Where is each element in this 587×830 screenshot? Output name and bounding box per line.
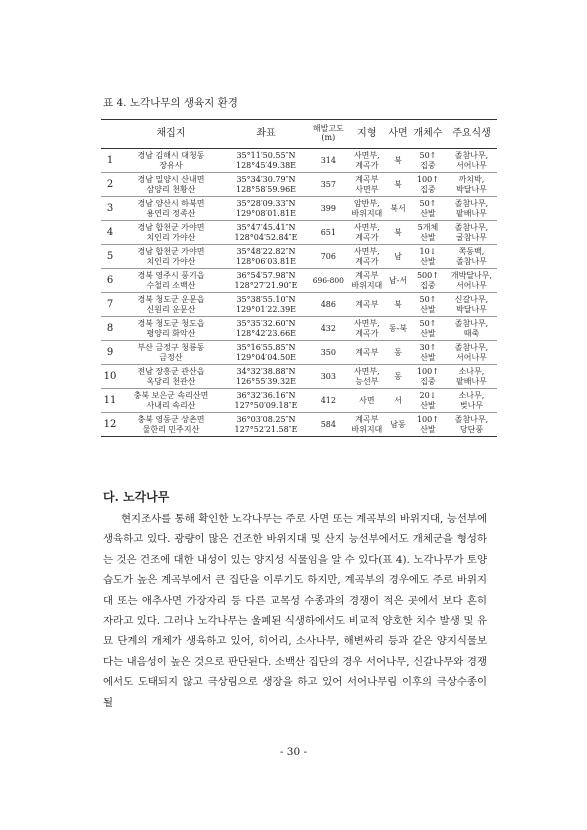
cell-count [410, 269, 446, 293]
cell-no: 7 [106, 298, 114, 310]
cell-altitude: 357 [320, 179, 336, 189]
cell-count-line: 50↑ [419, 150, 437, 160]
cell-site-line: 경북 청도군 운문읍 [137, 294, 205, 304]
cell-coord [223, 173, 309, 197]
cell-count-line: 산발 [420, 304, 436, 314]
header-count: 개체수 [413, 128, 443, 139]
cell-altitude: 432 [320, 323, 336, 333]
table-caption: 표 4. 노각나무의 생육지 환경 [103, 97, 238, 109]
cell-no: 3 [106, 202, 114, 214]
cell-count-line: 산발 [420, 352, 436, 362]
cell-count-line: 50↑ [419, 198, 437, 208]
cell-vegetation [446, 317, 497, 341]
cell-site-line: 경남 합천군 가야면 [137, 246, 205, 256]
cell-vegetation-line: 서어나무 [455, 280, 487, 290]
cell-coord [223, 269, 309, 293]
cell-terrain [348, 269, 386, 293]
header-coord: 좌표 [256, 128, 276, 139]
cell-vegetation-line: 팥배나무 [455, 208, 487, 218]
header-terrain: 지형 [357, 128, 377, 139]
cell-altitude: 584 [320, 419, 336, 429]
cell-no: 2 [106, 178, 114, 190]
cell-count-line: 집중 [420, 160, 436, 170]
cell-site-line: 경남 합천군 가야면 [137, 222, 205, 232]
cell-vegetation [446, 293, 497, 317]
cell-vegetation [446, 173, 497, 197]
cell-vegetation [446, 269, 497, 293]
cell-terrain [348, 413, 386, 437]
cell-terrain-line: 계곡가 [355, 256, 379, 266]
cell-aspect: 북 [394, 299, 402, 309]
cell-site-line: 경남 밀양시 산내면 [137, 174, 205, 184]
cell-no: 11 [103, 394, 117, 406]
cell-coord-line: 128°27′21.90″E [234, 280, 298, 290]
cell-count [410, 149, 446, 173]
cell-coord-line: 35°35′32.60″N [236, 318, 296, 328]
cell-aspect: 북 [394, 179, 402, 189]
cell-site [119, 293, 223, 317]
cell-vegetation-line: 굴참나무 [455, 232, 487, 242]
cell-terrain-line: 계곡가 [355, 232, 379, 242]
cell-vegetation [446, 245, 497, 269]
cell-terrain-line: 계곡가 [355, 160, 379, 170]
cell-count-line: 100↑ [416, 174, 439, 184]
cell-aspect: 남-서 [388, 275, 408, 285]
cell-altitude: 696-800 [312, 276, 344, 285]
cell-coord-line: 35°16′55.85″N [236, 342, 296, 352]
cell-terrain-line: 사면부, [353, 246, 380, 256]
cell-vegetation-line: 졸참나무, [454, 150, 489, 160]
cell-coord-line: 129°08′01.81E [235, 208, 296, 218]
cell-no: 12 [103, 418, 117, 430]
cell-vegetation-line: 졸참나무, [454, 222, 489, 232]
cell-site [119, 269, 223, 293]
cell-vegetation-line: 졸참나무 [455, 256, 487, 266]
cell-altitude: 651 [320, 227, 336, 237]
cell-count-line: 100↑ [416, 414, 439, 424]
table-row [101, 389, 497, 413]
cell-terrain [348, 149, 386, 173]
table-row [101, 149, 497, 173]
cell-vegetation-line: 까치박, [458, 174, 485, 184]
table-row [101, 197, 497, 221]
cell-count-line: 100↑ [416, 366, 439, 376]
cell-site-line: 치인리 가야산 [146, 256, 196, 266]
cell-terrain-line: 사면부 [355, 184, 379, 194]
header-no [101, 120, 119, 149]
table-row [101, 317, 497, 341]
cell-coord [223, 317, 309, 341]
cell-site-line: 전남 장흥군 관산읍 [137, 366, 205, 376]
cell-coord [223, 365, 309, 389]
table-row [101, 365, 497, 389]
cell-coord-line: 35°47′45.41″N [236, 222, 296, 232]
cell-vegetation-line: 서어나무 [455, 352, 487, 362]
cell-vegetation [446, 221, 497, 245]
cell-coord [223, 389, 309, 413]
cell-count [410, 413, 446, 437]
cell-terrain [348, 365, 386, 389]
cell-coord [223, 245, 309, 269]
cell-vegetation-line: 소나무, [458, 366, 485, 376]
cell-vegetation-line: 쪽동백, [458, 246, 485, 256]
cell-coord-line: 35°11′50.55″N [236, 150, 296, 160]
cell-count-line: 산발 [420, 328, 436, 338]
cell-terrain [348, 221, 386, 245]
cell-vegetation-line: 박달나무 [455, 304, 487, 314]
cell-site-line: 경북 청도군 청도읍 [137, 318, 205, 328]
cell-site-line: 경남 김해시 대청동 [137, 150, 205, 160]
cell-vegetation-line: 서어나무 [455, 160, 487, 170]
cell-terrain-line: 사면부, [353, 150, 380, 160]
cell-coord [223, 413, 309, 437]
cell-terrain-line: 계곡부 [355, 414, 379, 424]
cell-coord-line: 128°04′52.84″E [234, 232, 298, 242]
cell-vegetation-line: 팥배나무 [455, 376, 487, 386]
cell-count-line: 5개체 [417, 222, 439, 232]
table-row [101, 413, 497, 437]
cell-coord-line: 129°01′22.39E [235, 304, 296, 314]
cell-terrain [348, 317, 386, 341]
cell-count [410, 221, 446, 245]
cell-vegetation [446, 341, 497, 365]
cell-terrain-line: 능선부 [355, 376, 379, 386]
cell-count-line: 500↑ [416, 270, 439, 280]
cell-vegetation-line: 졸참나무, [454, 414, 489, 424]
cell-vegetation-line: 당단풍 [459, 424, 484, 434]
cell-site-line: 장유사 [159, 160, 183, 170]
cell-aspect: 남동 [390, 419, 406, 429]
cell-count-line: 10↓ [419, 246, 437, 256]
cell-site [119, 197, 223, 221]
cell-coord-line: 128°06′03.81E [235, 256, 296, 266]
cell-terrain [348, 197, 386, 221]
cell-count-line: 50↑ [419, 318, 437, 328]
cell-count [410, 293, 446, 317]
cell-site-line: 충북 영동군 상촌면 [137, 414, 205, 424]
cell-coord-line: 35°48′22.82″N [236, 246, 296, 256]
cell-coord [223, 293, 309, 317]
cell-vegetation [446, 365, 497, 389]
cell-site [119, 341, 223, 365]
cell-terrain-line: 계곡가 [355, 328, 379, 338]
cell-terrain [348, 293, 386, 317]
cell-count-line: 산발 [420, 208, 436, 218]
cell-terrain-line: 바위지대 [351, 424, 383, 434]
table-row [101, 221, 497, 245]
page-number: - 30 - [279, 746, 308, 758]
cell-no: 9 [106, 346, 114, 358]
cell-terrain [348, 389, 386, 413]
cell-terrain-line: 사면 [359, 395, 375, 405]
cell-vegetation [446, 413, 497, 437]
cell-count [410, 389, 446, 413]
cell-coord-line: 129°04′04.50E [235, 352, 296, 362]
header-aspect: 사면 [388, 128, 408, 139]
cell-terrain-line: 사면부, [353, 222, 380, 232]
body-paragraph: 현지조사를 통해 확인한 노각나무는 주로 사면 또는 계곡부의 바위지대, 능선부에 생육하고 있다. 광량이 많은 건조한 바위지대 및 산지 능선부에서도 개체군을 형성하는 것은 건조에 대한 내성이 있는 양지성 식물임을 알 수 있다(표 4). 노각나무가 토양습도가 높은 계곡부에서 큰 집단을 이루기도 하지만, 계곡부의 경우에도 주로 바위지대 또는 애추사면 가장자리 등 다른 교목성 수종과의 경쟁이 적은 곳에서 보다 흔히 자라고 있다. 그러나 노각나무는 울폐된 식생하에서도 비교적 양호한 치수 발생 및 유묘 단계의 개체가 생육하고 있어, 히어리, 소사나무, 해변싸리 등과 같은 양지식물보다는 내음성이 높은 것으로 판단된다. 소백산 집단의 경우 서어나무, 신갈나무와 경쟁에서도 도태되지 않고 극상림으로 생장을 하고 있어 서어나무림 이후의 극상수종이 될 [103, 513, 487, 709]
cell-aspect: 동 [394, 371, 402, 381]
cell-site [119, 365, 223, 389]
cell-vegetation [446, 389, 497, 413]
cell-altitude: 350 [320, 347, 336, 357]
cell-aspect: 동-북 [388, 323, 408, 333]
cell-site [119, 245, 223, 269]
header-altitude: 해발고도 (m) [312, 124, 344, 142]
section-title: 다. 노각나무 [103, 490, 170, 504]
cell-vegetation-line: 신갈나무, [454, 294, 489, 304]
cell-altitude: 303 [320, 371, 336, 381]
cell-terrain-line: 계곡부 [355, 174, 379, 184]
header-site: 채집지 [156, 128, 186, 139]
cell-site-line: 치인리 가야산 [146, 232, 196, 242]
cell-count [410, 341, 446, 365]
cell-aspect: 북서 [390, 203, 406, 213]
cell-vegetation [446, 197, 497, 221]
cell-terrain-line: 계곡부 [355, 347, 379, 357]
cell-site-line: 평양리 화악산 [146, 328, 196, 338]
cell-vegetation-line: 벚나무 [459, 400, 484, 410]
cell-site-line: 부산 금정구 청룡동 [137, 342, 205, 352]
table-row [101, 173, 497, 197]
cell-altitude: 706 [320, 251, 336, 261]
cell-site-line: 신원리 운문산 [146, 304, 196, 314]
cell-coord-line: 35°34′30.79″N [236, 174, 296, 184]
cell-aspect: 남 [394, 251, 402, 261]
cell-site-line: 경남 양산시 하북면 [137, 198, 205, 208]
cell-count-line: 산발 [420, 424, 436, 434]
cell-site-line: 경북 영주시 풍기읍 [137, 270, 205, 280]
cell-vegetation-line: 개박달나무, [450, 270, 493, 280]
cell-coord-line: 34°32′38.88″N [236, 366, 296, 376]
cell-no: 8 [106, 322, 114, 334]
habitat-table [101, 119, 497, 437]
table-header-row [101, 120, 497, 149]
cell-aspect: 북 [394, 155, 402, 165]
cell-count-line: 집중 [420, 184, 436, 194]
cell-terrain-line: 계곡부 [355, 299, 379, 309]
cell-site-line: 금정산 [159, 352, 183, 362]
cell-coord-line: 36°32′36.16″N [236, 390, 296, 400]
cell-terrain-line: 바위지대 [351, 280, 383, 290]
cell-altitude: 486 [320, 299, 336, 309]
cell-altitude: 314 [320, 155, 336, 165]
cell-no: 5 [106, 250, 114, 262]
cell-coord-line: 128°45′49.38E [235, 160, 296, 170]
cell-coord-line: 35°28′09.33″N [236, 198, 296, 208]
cell-aspect: 서 [394, 395, 402, 405]
cell-site [119, 413, 223, 437]
cell-site-line: 수철리 소백산 [146, 280, 196, 290]
cell-site [119, 389, 223, 413]
cell-site [119, 221, 223, 245]
cell-coord [223, 149, 309, 173]
cell-count [410, 365, 446, 389]
cell-terrain [348, 245, 386, 269]
cell-coord-line: 128°42′23.66E [235, 328, 296, 338]
cell-count-line: 산발 [420, 232, 436, 242]
cell-count [410, 197, 446, 221]
cell-count-line: 산발 [420, 256, 436, 266]
cell-altitude: 412 [320, 395, 336, 405]
cell-site-line: 옥당리 천관산 [146, 376, 196, 386]
cell-vegetation-line: 졸참나무, [454, 318, 489, 328]
cell-vegetation-line: 소나무, [458, 390, 485, 400]
cell-site-line: 물한리 민주지산 [142, 424, 200, 434]
cell-coord-line: 127°50′09.18″E [234, 400, 298, 410]
cell-terrain-line: 사면부, [353, 318, 380, 328]
cell-no: 4 [106, 226, 114, 238]
cell-count-line: 30↑ [419, 342, 437, 352]
cell-site-line: 사내리 속리산 [146, 400, 196, 410]
table-row [101, 293, 497, 317]
cell-no: 6 [106, 274, 114, 286]
cell-vegetation-line: 때죽 [463, 328, 480, 338]
cell-vegetation [446, 149, 497, 173]
cell-coord [223, 341, 309, 365]
cell-count [410, 173, 446, 197]
cell-no: 1 [106, 154, 114, 166]
cell-terrain-line: 바위지대 [351, 208, 383, 218]
cell-coord-line: 126°55′39.32E [235, 376, 296, 386]
cell-count-line: 집중 [420, 280, 436, 290]
cell-vegetation-line: 졸참나무, [454, 342, 489, 352]
cell-coord [223, 197, 309, 221]
table-row [101, 245, 497, 269]
cell-terrain [348, 173, 386, 197]
cell-site [119, 173, 223, 197]
cell-coord-line: 127°52′21.58″E [234, 424, 298, 434]
cell-coord-line: 36°03′08.25″N [236, 414, 296, 424]
cell-site-line: 용연리 정족산 [146, 208, 196, 218]
cell-coord [223, 221, 309, 245]
cell-altitude: 399 [320, 203, 336, 213]
cell-terrain [348, 341, 386, 365]
cell-terrain-line: 계곡부 [355, 270, 379, 280]
cell-terrain-line: 암반부, [353, 198, 380, 208]
cell-vegetation-line: 졸참나무, [454, 198, 489, 208]
cell-count [410, 245, 446, 269]
cell-count-line: 50↑ [419, 294, 437, 304]
cell-aspect: 북 [394, 227, 402, 237]
table-row [101, 341, 497, 365]
cell-site [119, 149, 223, 173]
cell-site [119, 317, 223, 341]
cell-coord-line: 128°58′59.96E [235, 184, 296, 194]
cell-count-line: 20↓ [419, 390, 437, 400]
cell-count-line: 산발 [420, 400, 436, 410]
cell-terrain-line: 사면부, [353, 366, 380, 376]
cell-site-line: 충북 보은군 속리산면 [133, 390, 209, 400]
cell-site-line: 삼양리 천황산 [146, 184, 196, 194]
header-vegetation: 주요식생 [452, 128, 491, 139]
cell-coord-line: 35°38′55.10″N [236, 294, 296, 304]
cell-count [410, 317, 446, 341]
cell-count-line: 집중 [420, 376, 436, 386]
cell-aspect: 동 [394, 347, 402, 357]
cell-vegetation-line: 박달나무 [455, 184, 487, 194]
cell-coord-line: 36°54′57.98″N [236, 270, 296, 280]
table-row [101, 269, 497, 293]
cell-no: 10 [103, 370, 117, 382]
